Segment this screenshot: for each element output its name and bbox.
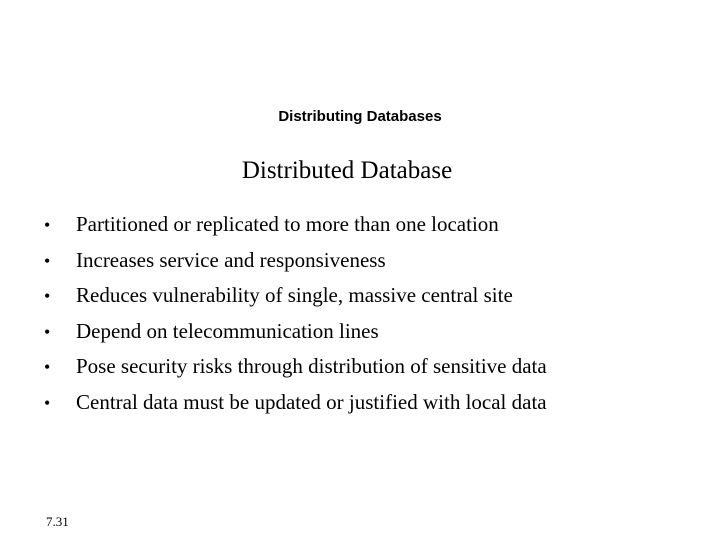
bullet-icon: • <box>44 250 51 271</box>
bullet-text: Increases service and responsiveness <box>76 247 386 272</box>
bullet-text: Reduces vulnerability of single, massive central site <box>76 283 513 308</box>
bullet-item <box>44 278 547 314</box>
bullet-text: Partitioned or replicated to more than one location <box>76 212 499 236</box>
bullet-item <box>44 349 547 385</box>
bullet-item <box>44 385 547 421</box>
bullet-icon: • <box>44 357 51 378</box>
bullet-text: Depend on telecommunication lines <box>76 318 379 343</box>
bullet-list <box>44 207 547 421</box>
page-number: 7.31 <box>46 514 69 529</box>
header-title: Distributing Databases <box>278 108 442 125</box>
bullet-icon: • <box>44 392 51 413</box>
bullet-text: Pose security risks through distribution of sensitive data <box>76 354 547 379</box>
bullet-item <box>44 314 547 350</box>
bullet-icon: • <box>44 321 51 342</box>
slide-subtitle: Distributed Database <box>241 157 453 184</box>
bullet-item <box>44 207 547 243</box>
bullet-item <box>44 243 547 279</box>
bullet-icon: • <box>44 286 51 307</box>
bullet-text: Central data must be updated or justified with local data <box>76 389 547 414</box>
bullet-icon: • <box>44 215 51 235</box>
